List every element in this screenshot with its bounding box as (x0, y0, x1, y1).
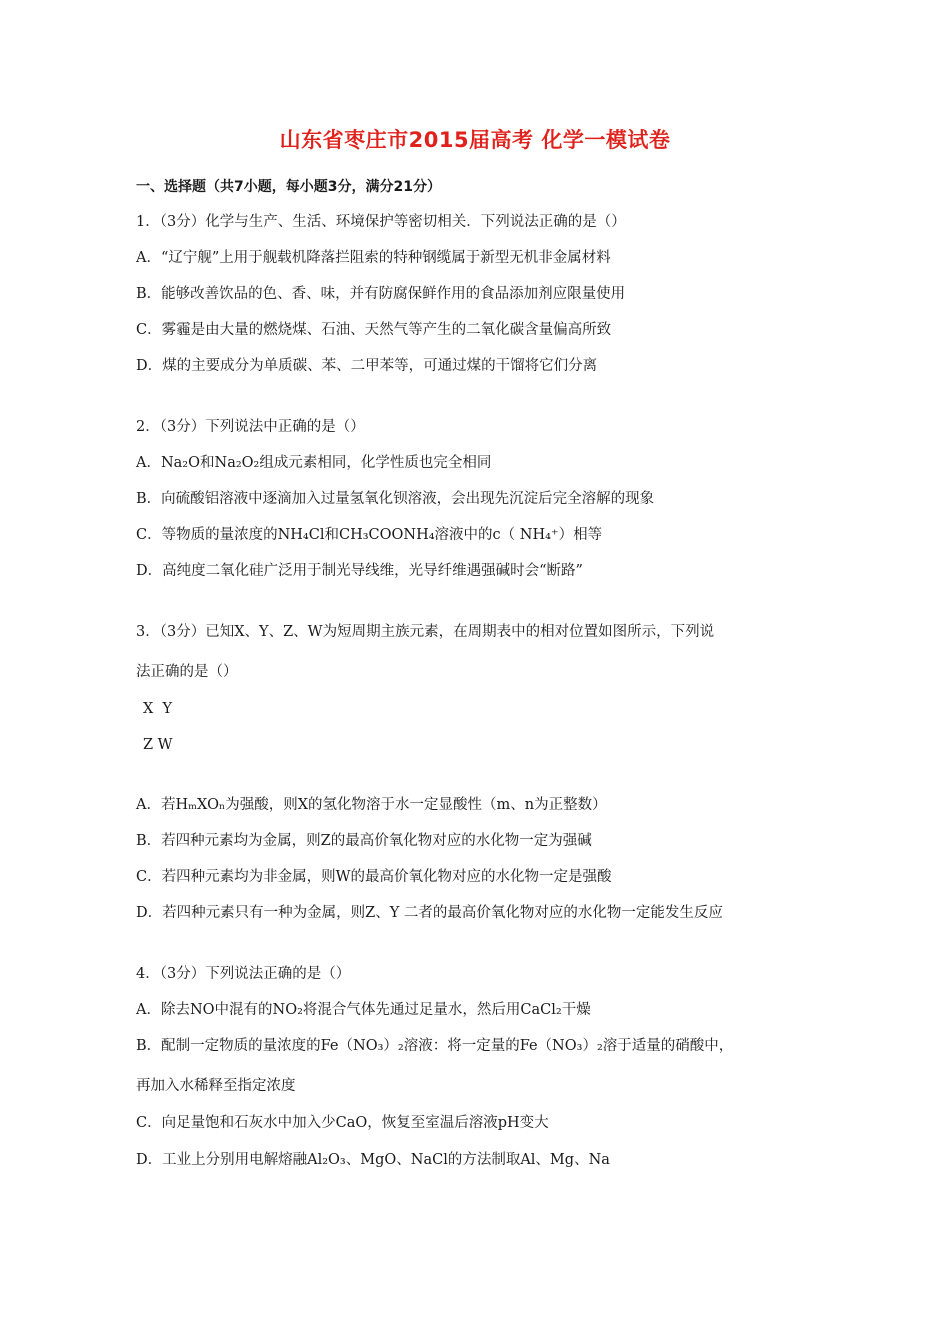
question-2-stem: 2．（3分）下列说法中正确的是（） (136, 419, 365, 435)
question-1-option-b: B．能够改善饮品的色、香、味，并有防腐保鲜作用的食品添加剂应限量使用 (136, 286, 626, 302)
question-4-option-b-line-1: B．配制一定物质的量浓度的Fe（NO₃）₂溶液：将一定量的Fe（NO₃）₂溶于适量的硝酸中， (136, 1038, 734, 1054)
periodic-table-row-1: X Y (143, 701, 173, 717)
question-3-option-c: C．若四种元素均为非金属，则W的最高价氧化物对应的水化物一定是强酸 (136, 869, 612, 885)
periodic-table-row-2: Z W (143, 737, 173, 753)
question-2-option-d: D．高纯度二氧化硅广泛用于制光导线维，光导纤维遇强碱时会“断路” (136, 563, 583, 579)
question-4-option-a: A．除去NO中混有的NO₂将混合气体先通过足量水，然后用CaCl₂干燥 (136, 1002, 591, 1018)
question-1-option-d: D．煤的主要成分为单质碳、苯、二甲苯等，可通过煤的干馏将它们分离 (136, 358, 598, 374)
question-1-option-c: C．雾霾是由大量的燃烧煤、石油、天然气等产生的二氧化碳含量偏高所致 (136, 322, 612, 338)
question-2-option-b: B．向硫酸铝溶液中逐滴加入过量氢氧化钡溶液，会出现先沉淀后完全溶解的现象 (136, 491, 655, 507)
question-4-option-b-line-2: 再加入水稀释至指定浓度 (136, 1078, 296, 1094)
question-2-option-a: A．Na₂O和Na₂O₂组成元素相同，化学性质也完全相同 (136, 455, 492, 471)
question-4-option-d: D．工业上分别用电解熔融Al₂O₃、MgO、NaCl的方法制取Al、Mg、Na (136, 1152, 610, 1168)
question-1-option-a: A．“辽宁舰”上用于舰载机降落拦阻索的特种钢缆属于新型无机非金属材料 (136, 250, 611, 266)
question-3-stem-line-1: 3．（3分）已知X、Y、Z、W为短周期主族元素，在周期表中的相对位置如图所示，下列说 (136, 624, 715, 640)
question-4-stem: 4．（3分）下列说法正确的是（） (136, 966, 351, 982)
question-3-option-b: B．若四种元素均为金属，则Z的最高价氧化物对应的水化物一定为强碱 (136, 833, 592, 849)
question-4-option-c: C．向足量饱和石灰水中加入少CaO，恢复至室温后溶液pH变大 (136, 1115, 549, 1131)
question-3-option-d: D．若四种元素只有一种为金属，则Z、Y 二者的最高价氧化物对应的水化物一定能发生反应 (136, 905, 723, 921)
question-3-option-a: A．若HₘXOₙ为强酸，则X的氢化物溶于水一定显酸性（m、n为正整数） (136, 797, 607, 813)
question-1-stem: 1．（3分）化学与生产、生活、环境保护等密切相关．下列说法正确的是（） (136, 214, 626, 230)
document-title: 山东省枣庄市2015届高考 化学一模试卷 (279, 128, 671, 152)
question-2-option-c: C．等物质的量浓度的NH₄Cl和CH₃COONH₄溶液中的c（ NH₄⁺）相等 (136, 527, 603, 543)
section-heading: 一、选择题（共7小题，每小题3分，满分21分） (136, 179, 441, 195)
question-3-stem-line-2: 法正确的是（） (136, 664, 238, 680)
